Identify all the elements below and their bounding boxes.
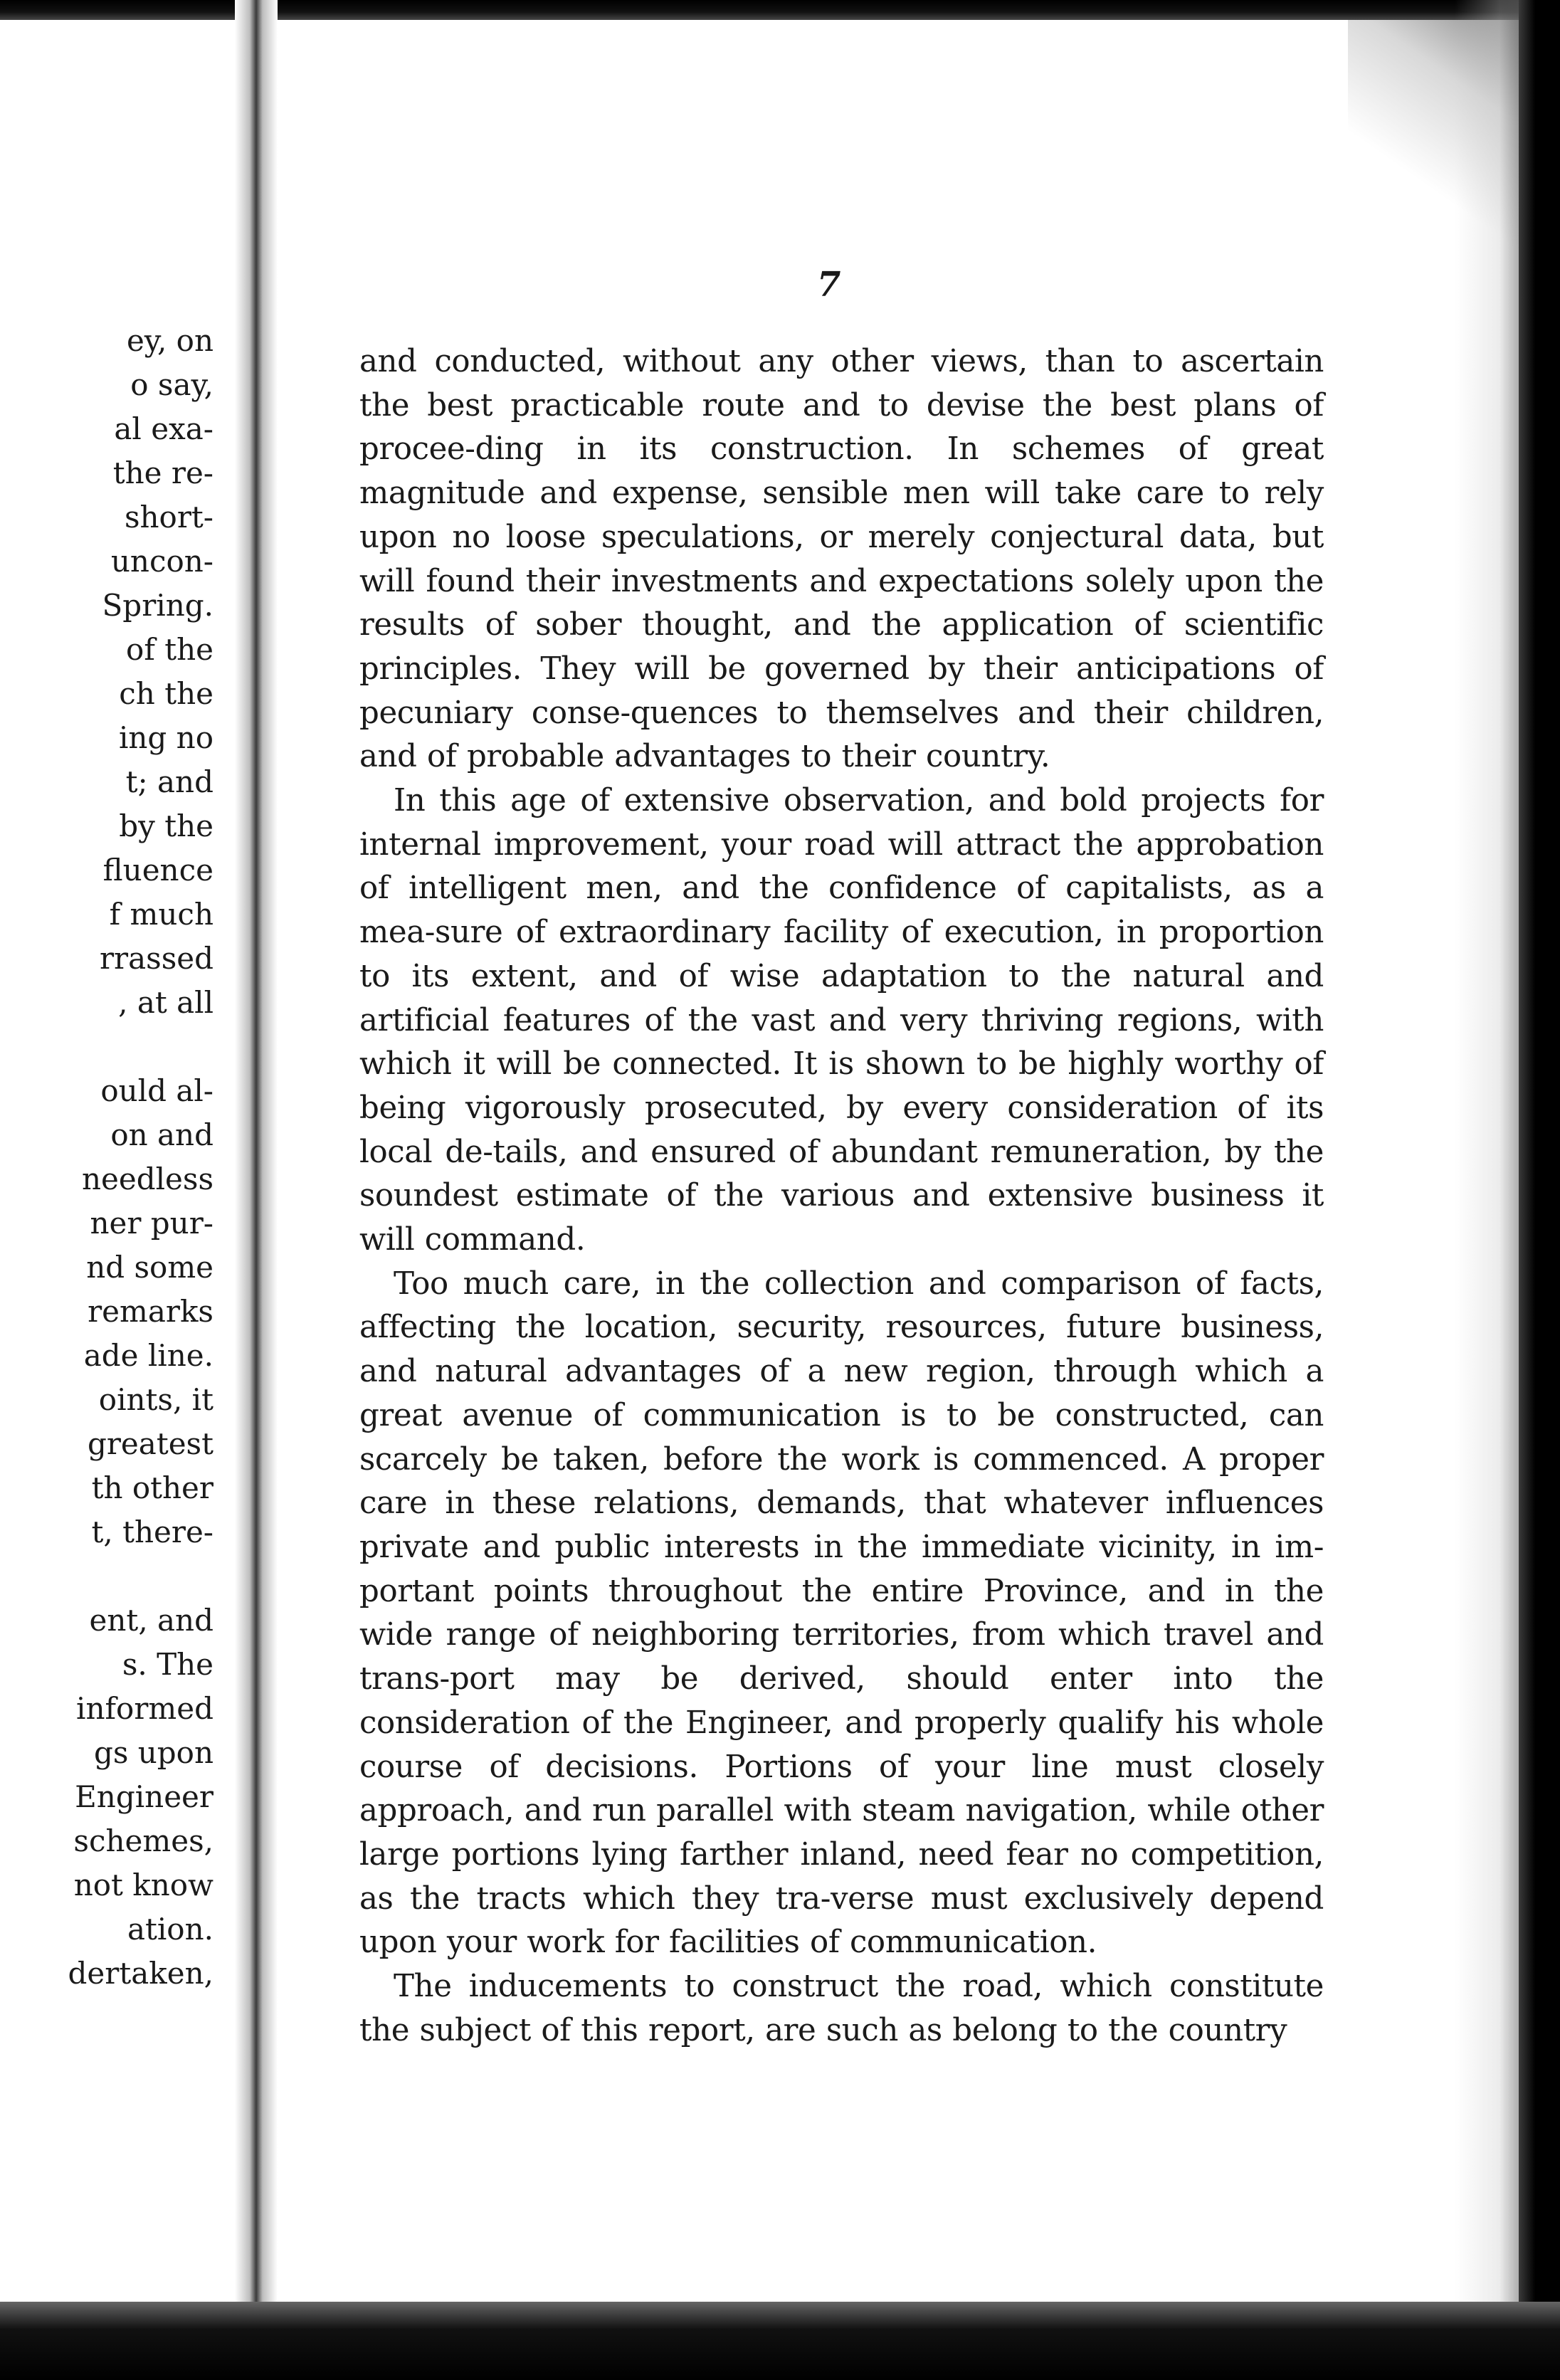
left-page-line: schemes, [73,1823,214,1858]
left-page-line: th other [91,1470,214,1505]
left-page-line: ould al- [100,1073,214,1108]
left-page-line: Engineer [75,1779,214,1814]
left-page-line: t; and [125,764,214,799]
left-page-line: not know [73,1868,214,1902]
left-page-line: ent, and [89,1603,214,1638]
main-text-block [359,340,1324,2053]
left-page-line: short- [124,500,214,535]
scan-border-bottom [0,2302,1560,2380]
page-number: 7 [817,265,841,305]
scan-border-right [1519,0,1560,2380]
paragraph-4: The inducements to construct the road, which constitute the subject of this report, are such as belong to the country [359,1969,1324,2048]
left-page-line: dertaken, [68,1956,214,1991]
left-page-line: informed [76,1691,214,1726]
left-page-line: remarks [88,1294,214,1329]
left-page-line: ch the [119,676,214,711]
left-page-line: of the [126,632,214,667]
left-page-line: nd some [86,1250,214,1285]
left-page-line: ey, on [126,323,214,358]
left-page-line: needless [81,1162,214,1196]
page-edge-shadow [1455,0,1519,2306]
left-page-line: al exa- [114,411,214,446]
left-page-fragment [0,319,214,2041]
left-page-line: , at all [118,985,214,1020]
left-page-line: by the [119,809,214,843]
left-page-line: s. The [122,1647,214,1682]
left-page-line: fluence [102,853,214,888]
left-page-line: greatest [87,1426,214,1461]
left-page-line: on and [110,1117,214,1152]
left-page-line: rrassed [99,941,214,976]
paragraph-3: Too much care, in the collection and comparison of facts, affecting the location, security, resources, future business, and natural advantages of a new region, through which a great avenue of communication is to be constructed, can scarcely be taken, before the work is commenced. A proper care in these relations, demands, that whatever influences private and public interests in the immediate vicinity, in im-portant points throughout the entire Province, and in the wide range of neighboring territories, from which travel and trans-port may be derived, should enter into the consideration of the Engineer, and properly qualify his whole course of decisions. Portions of your line must closely approach, and run parallel with steam navigation, while other large portions lying farther inland, need fear no competition, as the tracts which they tra-verse must exclusively depend upon your work for facilities of communication. [359,1265,1324,1961]
book-gutter [235,0,278,2306]
left-page-line: o say, [130,367,214,402]
left-page-line: the re- [112,456,214,490]
left-page-line: ation. [127,1912,214,1947]
left-page-line: f much [109,897,214,932]
left-page-line: oints, it [98,1382,214,1417]
left-page-line: ing no [118,720,214,755]
left-page-line: Spring. [102,588,214,623]
paragraph-2: In this age of extensive observation, and bold projects for internal improvement, your road will attract the approbation of intelligent men, and the confidence of capitalists, as a mea-sure of extraordinary facility of execution, in proportion to its extent, and of wise adaptation to the natural and artificial features of the vast and very thriving regions, with which it will be connected. It is shown to be highly worthy of being vigorously prosecuted, by every consideration of its local de-tails, and ensured of abundant remuneration, by the soundest estimate of the various and extensive business it will command. [359,783,1324,1258]
left-page-line: gs upon [93,1735,214,1770]
left-page-line: ner pur- [90,1206,214,1241]
paragraph-1: and conducted, without any other views, than to ascertain the best practicable route and to devise the best plans of procee-ding in its construction. In schemes of great magnitude and expense, sensible men will take care to rely upon no loose speculations, or merely conjectural data, but will found their investments and expectations solely upon the results of sober thought, and the application of scientific principles. They will be governed by their anticipations of pecuniary conse-quences to themselves and their children, and of probable advantages to their country. [359,344,1324,775]
left-page-line: t, there- [91,1515,214,1549]
left-page-line: ade line. [83,1338,214,1373]
scan-border-top [0,0,1560,20]
left-page-line: uncon- [110,544,214,579]
